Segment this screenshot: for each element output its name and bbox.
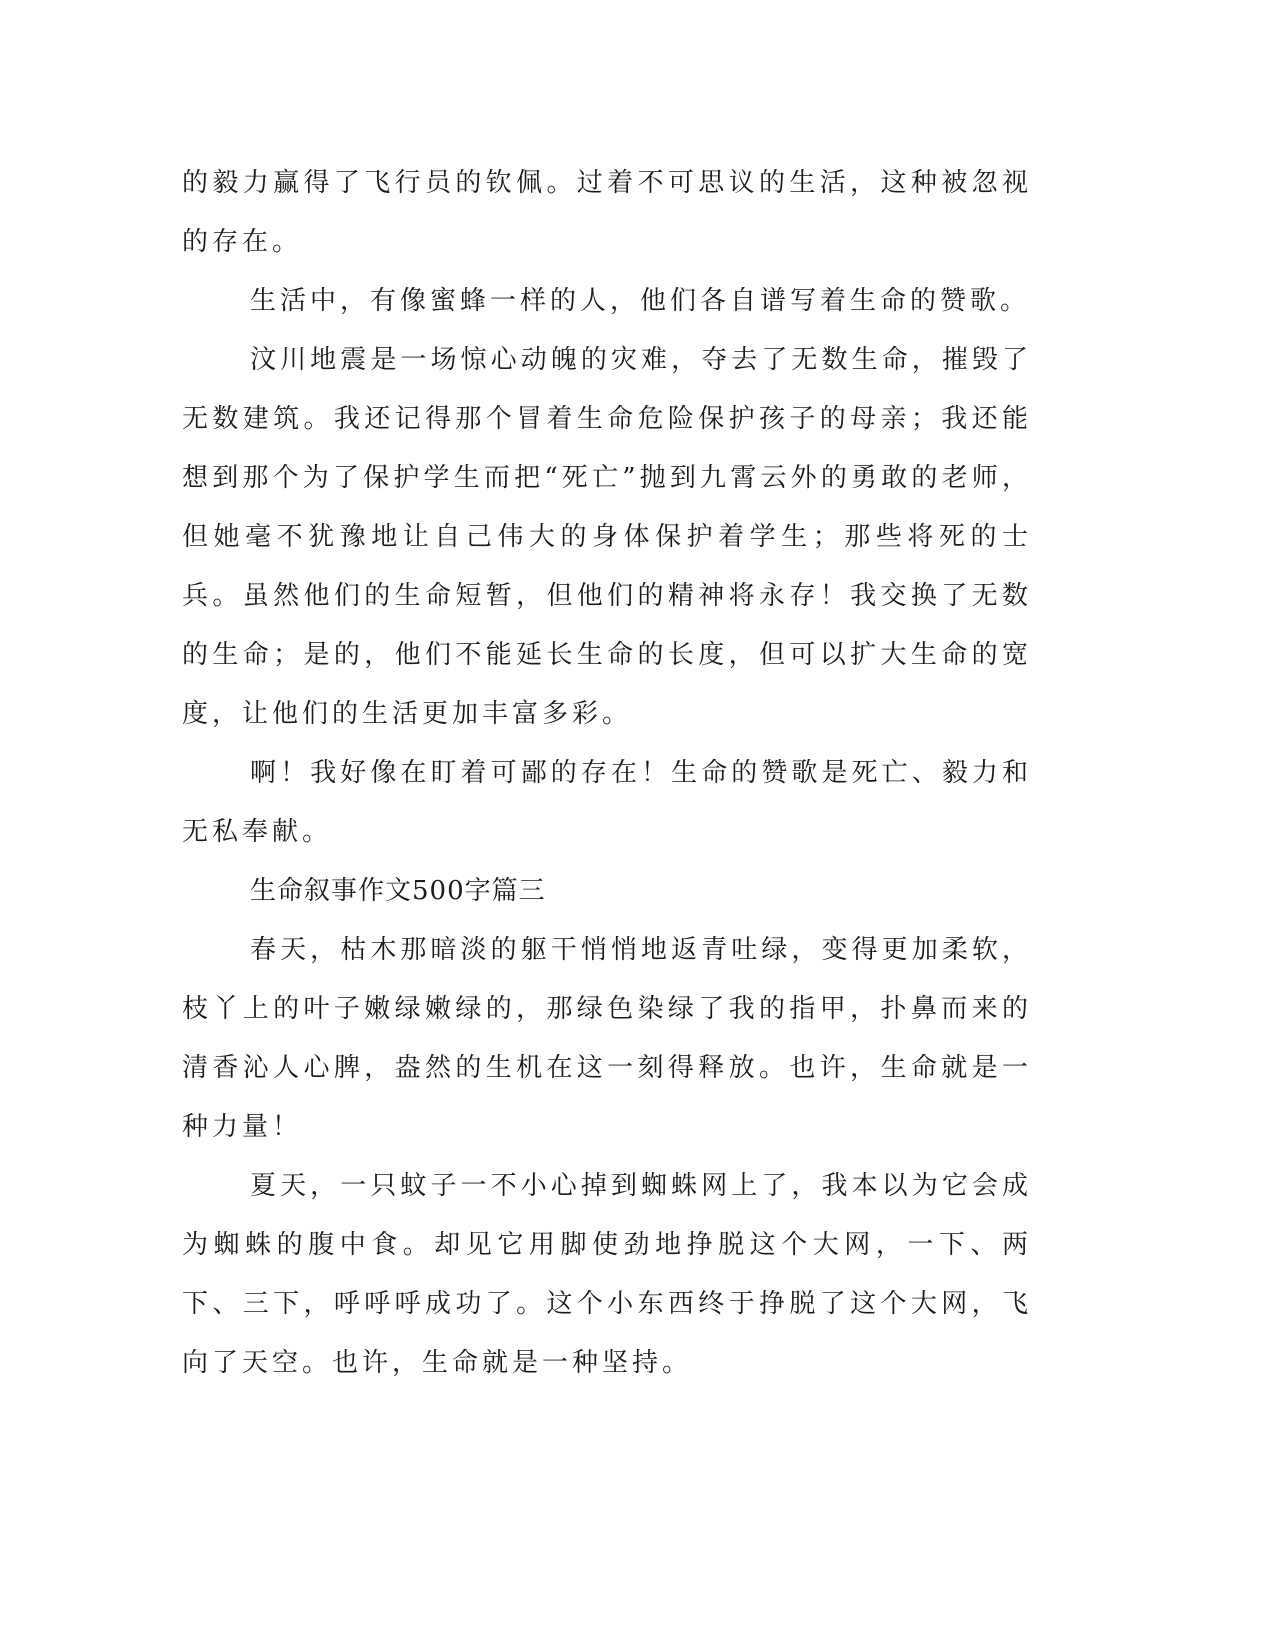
paragraph-5: 春天，枯木那暗淡的躯干悄悄地返青吐绿，变得更加柔软，枝丫上的叶子嫩绿嫩绿的，那绿色染绿了我的指甲，扑鼻而来的清香沁人心脾，盎然的生机在这一刻得释放。也许，生命就是一种力量！ (182, 935, 1032, 1142)
paragraph-6: 夏天，一只蚊子一不小心掉到蜘蛛网上了，我本以为它会成为蜘蛛的腹中食。却见它用脚使劲地挣脱这个大网，一下、两下、三下，呼呼呼成功了。这个小东西终于挣脱了这个大网，飞向了天空。也许，生命就是一种坚持。 (182, 1171, 1032, 1378)
document-body (182, 154, 1032, 1393)
paragraph-3: 汶川地震是一场惊心动魄的灾难，夺去了无数生命，摧毁了无数建筑。我还记得那个冒着生命危险保护孩子的母亲；我还能想到那个为了保护学生而把“死亡”抛到九霄云外的勇敢的老师，但她毫不犹豫地让自己伟大的身体保护着学生；那些将死的士兵。虽然他们的生命短暂，但他们的精神将永存！我交换了无数的生命；是的，他们不能延长生命的长度，但可以扩大生命的宽度，让他们的生活更加丰富多彩。 (182, 345, 1032, 729)
section-heading: 生命叙事作文500字篇三 (250, 876, 546, 906)
paragraph-1: 的毅力赢得了飞行员的钦佩。过着不可思议的生活，这种被忽视的存在。 (182, 168, 1032, 257)
paragraph-2: 生活中，有像蜜蜂一样的人，他们各自谱写着生命的赞歌。 (250, 286, 1031, 316)
paragraph-4: 啊！我好像在盯着可鄙的存在！生命的赞歌是死亡、毅力和无私奉献。 (182, 758, 1032, 847)
